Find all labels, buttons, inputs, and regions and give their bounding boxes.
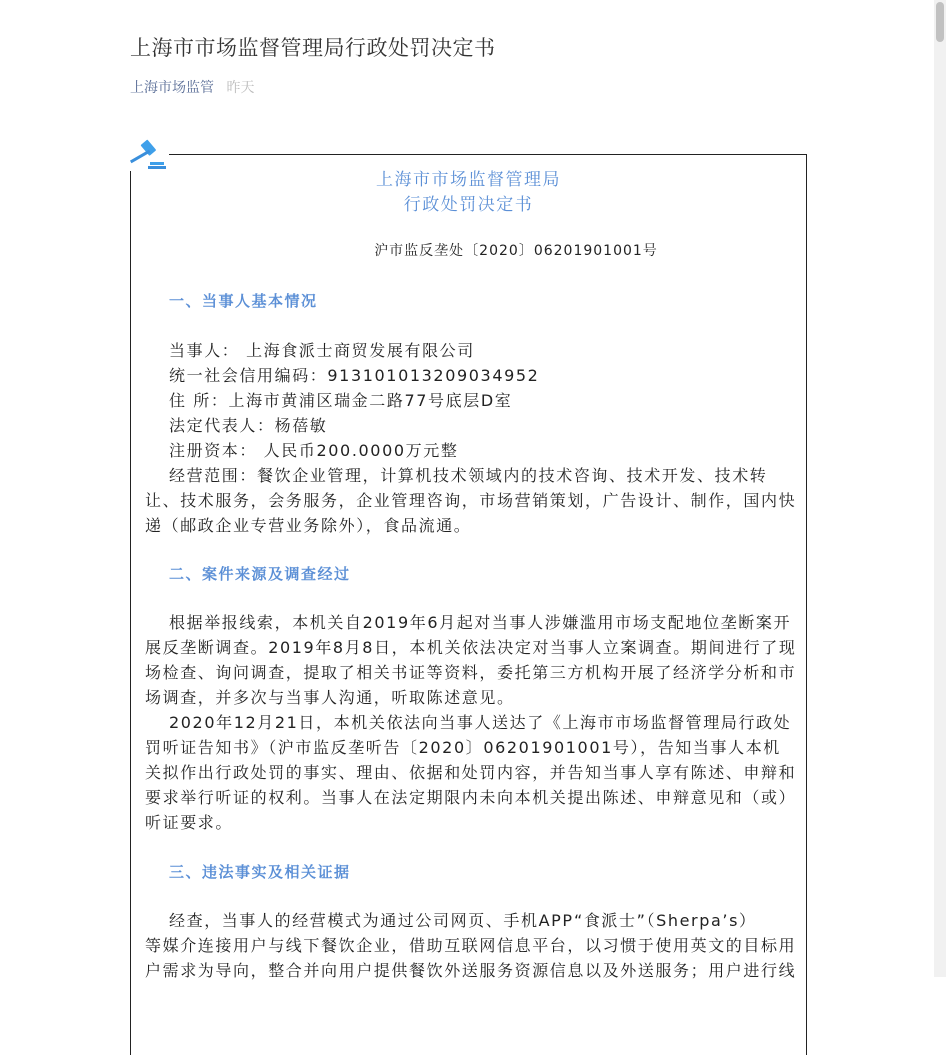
publish-time: 昨天	[226, 80, 255, 96]
article-title: 上海市市场监督管理局行政处罚决定书	[130, 36, 496, 60]
scrollbar-thumb[interactable]	[936, 2, 944, 42]
body-line: 关拟作出行政处罚的事实、理由、依据和处罚内容，并告知当事人享有陈述、申辩和	[145, 763, 797, 782]
body-line: 经查，当事人的经营模式为通过公司网页、手机APP“食派士”（Sherpa’s）	[169, 911, 757, 930]
doc-number: 沪市监反垄处〔2020〕06201901001号	[374, 243, 658, 259]
party-line: 住 所：上海市黄浦区瑞金二路77号底层D室	[169, 391, 513, 410]
body-line: 罚听证告知书》（沪市监反垄听告〔2020〕06201901001号），告知当事人本机	[145, 738, 781, 757]
document-frame	[130, 154, 807, 1055]
doc-org: 上海市市场监督管理局	[376, 170, 561, 190]
body-line: 场调查，并多次与当事人沟通，听取陈述意见。	[145, 688, 515, 707]
section-heading: 三、违法事实及相关证据	[169, 863, 351, 881]
party-line: 让、技术服务，会务服务，企业管理咨询，市场营销策划，广告设计、制作，国内快	[145, 491, 797, 510]
body-line: 要求举行听证的权利。当事人在法定期限内未向本机关提出陈述、申辩意见和（或）	[145, 788, 797, 807]
body-line: 听证要求。	[145, 813, 234, 832]
body-line: 根据举报线索，本机关自2019年6月起对当事人涉嫌滥用市场支配地位垄断案开	[169, 613, 792, 632]
body-line: 户需求为导向，整合并向用户提供餐饮外送服务资源信息以及外送服务；用户进行线	[145, 961, 797, 980]
party-line: 注册资本： 人民币200.0000万元整	[169, 441, 459, 460]
doc-title: 行政处罚决定书	[403, 195, 534, 215]
body-line: 2020年12月21日，本机关依法向当事人送达了《上海市市场监督管理局行政处	[169, 713, 792, 732]
party-line: 统一社会信用编码：913101013209034952	[169, 366, 540, 385]
party-line: 法定代表人：杨蓓敏	[169, 416, 328, 435]
article-meta	[130, 77, 254, 97]
account-name-link[interactable]: 上海市场监管	[130, 80, 214, 96]
gavel-icon	[128, 138, 170, 170]
section-heading: 二、案件来源及调查经过	[169, 565, 351, 583]
section-heading: 一、当事人基本情况	[169, 292, 318, 310]
party-line: 经营范围：餐饮企业管理，计算机技术领域内的技术咨询、技术开发、技术转	[169, 466, 768, 485]
body-line: 展反垄断调查。2019年8月8日，本机关依法决定对当事人立案调查。期间进行了现	[145, 638, 797, 657]
party-line: 递（邮政企业专营业务除外），食品流通。	[145, 516, 472, 535]
body-line: 场检查、询问调查，提取了相关书证等资料，委托第三方机构开展了经济学分析和市	[145, 663, 797, 682]
scrollbar[interactable]	[934, 0, 946, 977]
party-line: 当事人： 上海食派士商贸发展有限公司	[169, 341, 475, 360]
body-line: 等媒介连接用户与线下餐饮企业，借助互联网信息平台，以习惯于使用英文的目标用	[145, 936, 797, 955]
